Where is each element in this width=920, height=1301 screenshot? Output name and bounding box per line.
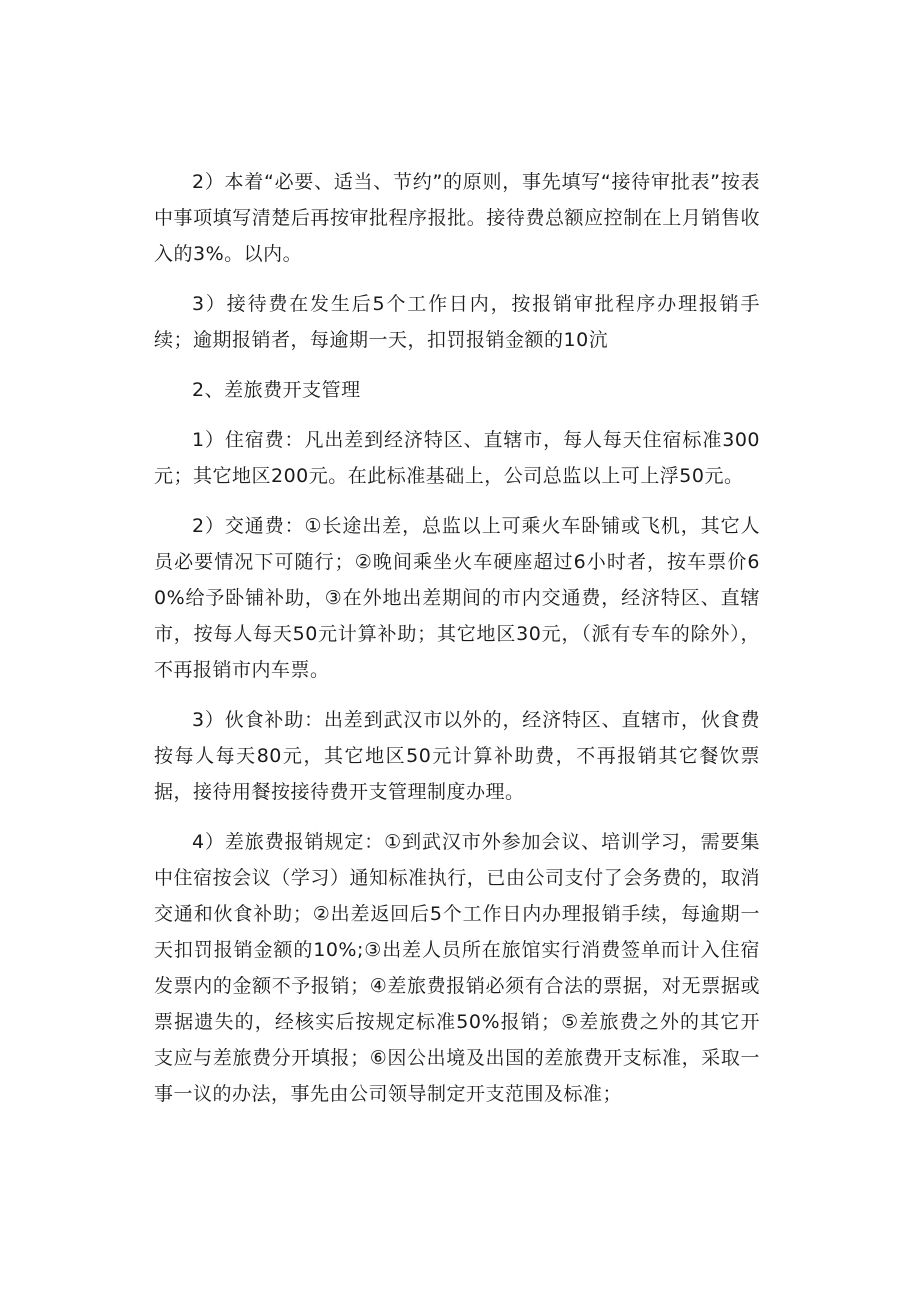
paragraph-transportation: 2）交通费：①长途出差，总监以上可乘火车卧铺或飞机，其它人员必要情况下可随行；②晚间乘坐火车硬座超过6小时者，按车票价60%给予卧铺补助，③在外地出差期间的市内交通费，经济特区、直辖市，按每人每天50元计算补助；其它地区30元，（派有专车的除外），不再报销市内车票。 [154,515,760,681]
paragraph-accommodation: 1）住宿费：凡出差到经济特区、直辖市，每人每天住宿标准300元；其它地区200元。在此标准基础上，公司总监以上可上浮50元。 [154,429,760,487]
paragraph-reception-approval: 2）本着“必要、适当、节约”的原则，事先填写“接待审批表”按表中事项填写清楚后再按审批程序报批。接待费总额应控制在上月销售收入的3%。以内。 [154,171,760,265]
document-body [154,164,760,1126]
paragraph-reimbursement-rules: 4）差旅费报销规定：①到武汉市外参加会议、培训学习，需要集中住宿按会议（学习）通知标准执行，已由公司支付了会务费的，取消交通和伙食补助；②出差返回后5个工作日内办理报销手续，每逾期一天扣罚报销金额的10%;③出差人员所在旅馆实行消费签单而计入住宿发票内的金额不予报销；④差旅费报销必须有合法的票据，对无票据或票据遗失的，经核实后按规定标准50%报销；⑤差旅费之外的其它开支应与差旅费分开填报；⑥因公出境及出国的差旅费开支标准，采取一事一议的办法，事先由公司领导制定开支范围及标准； [154,831,760,1105]
paragraph-reception-reimbursement: 3）接待费在发生后5个工作日内，按报销审批程序办理报销手续；逾期报销者，每逾期一天，扣罚报销金额的10沆 [154,293,760,351]
section-heading-travel-expenses: 2、差旅费开支管理 [192,379,361,401]
paragraph-meal-allowance: 3）伙食补助：出差到武汉市以外的，经济特区、直辖市，伙食费按每人每天80元，其它地区50元计算补助费，不再报销其它餐饮票据，接待用餐按接待费开支管理制度办理。 [154,709,760,803]
